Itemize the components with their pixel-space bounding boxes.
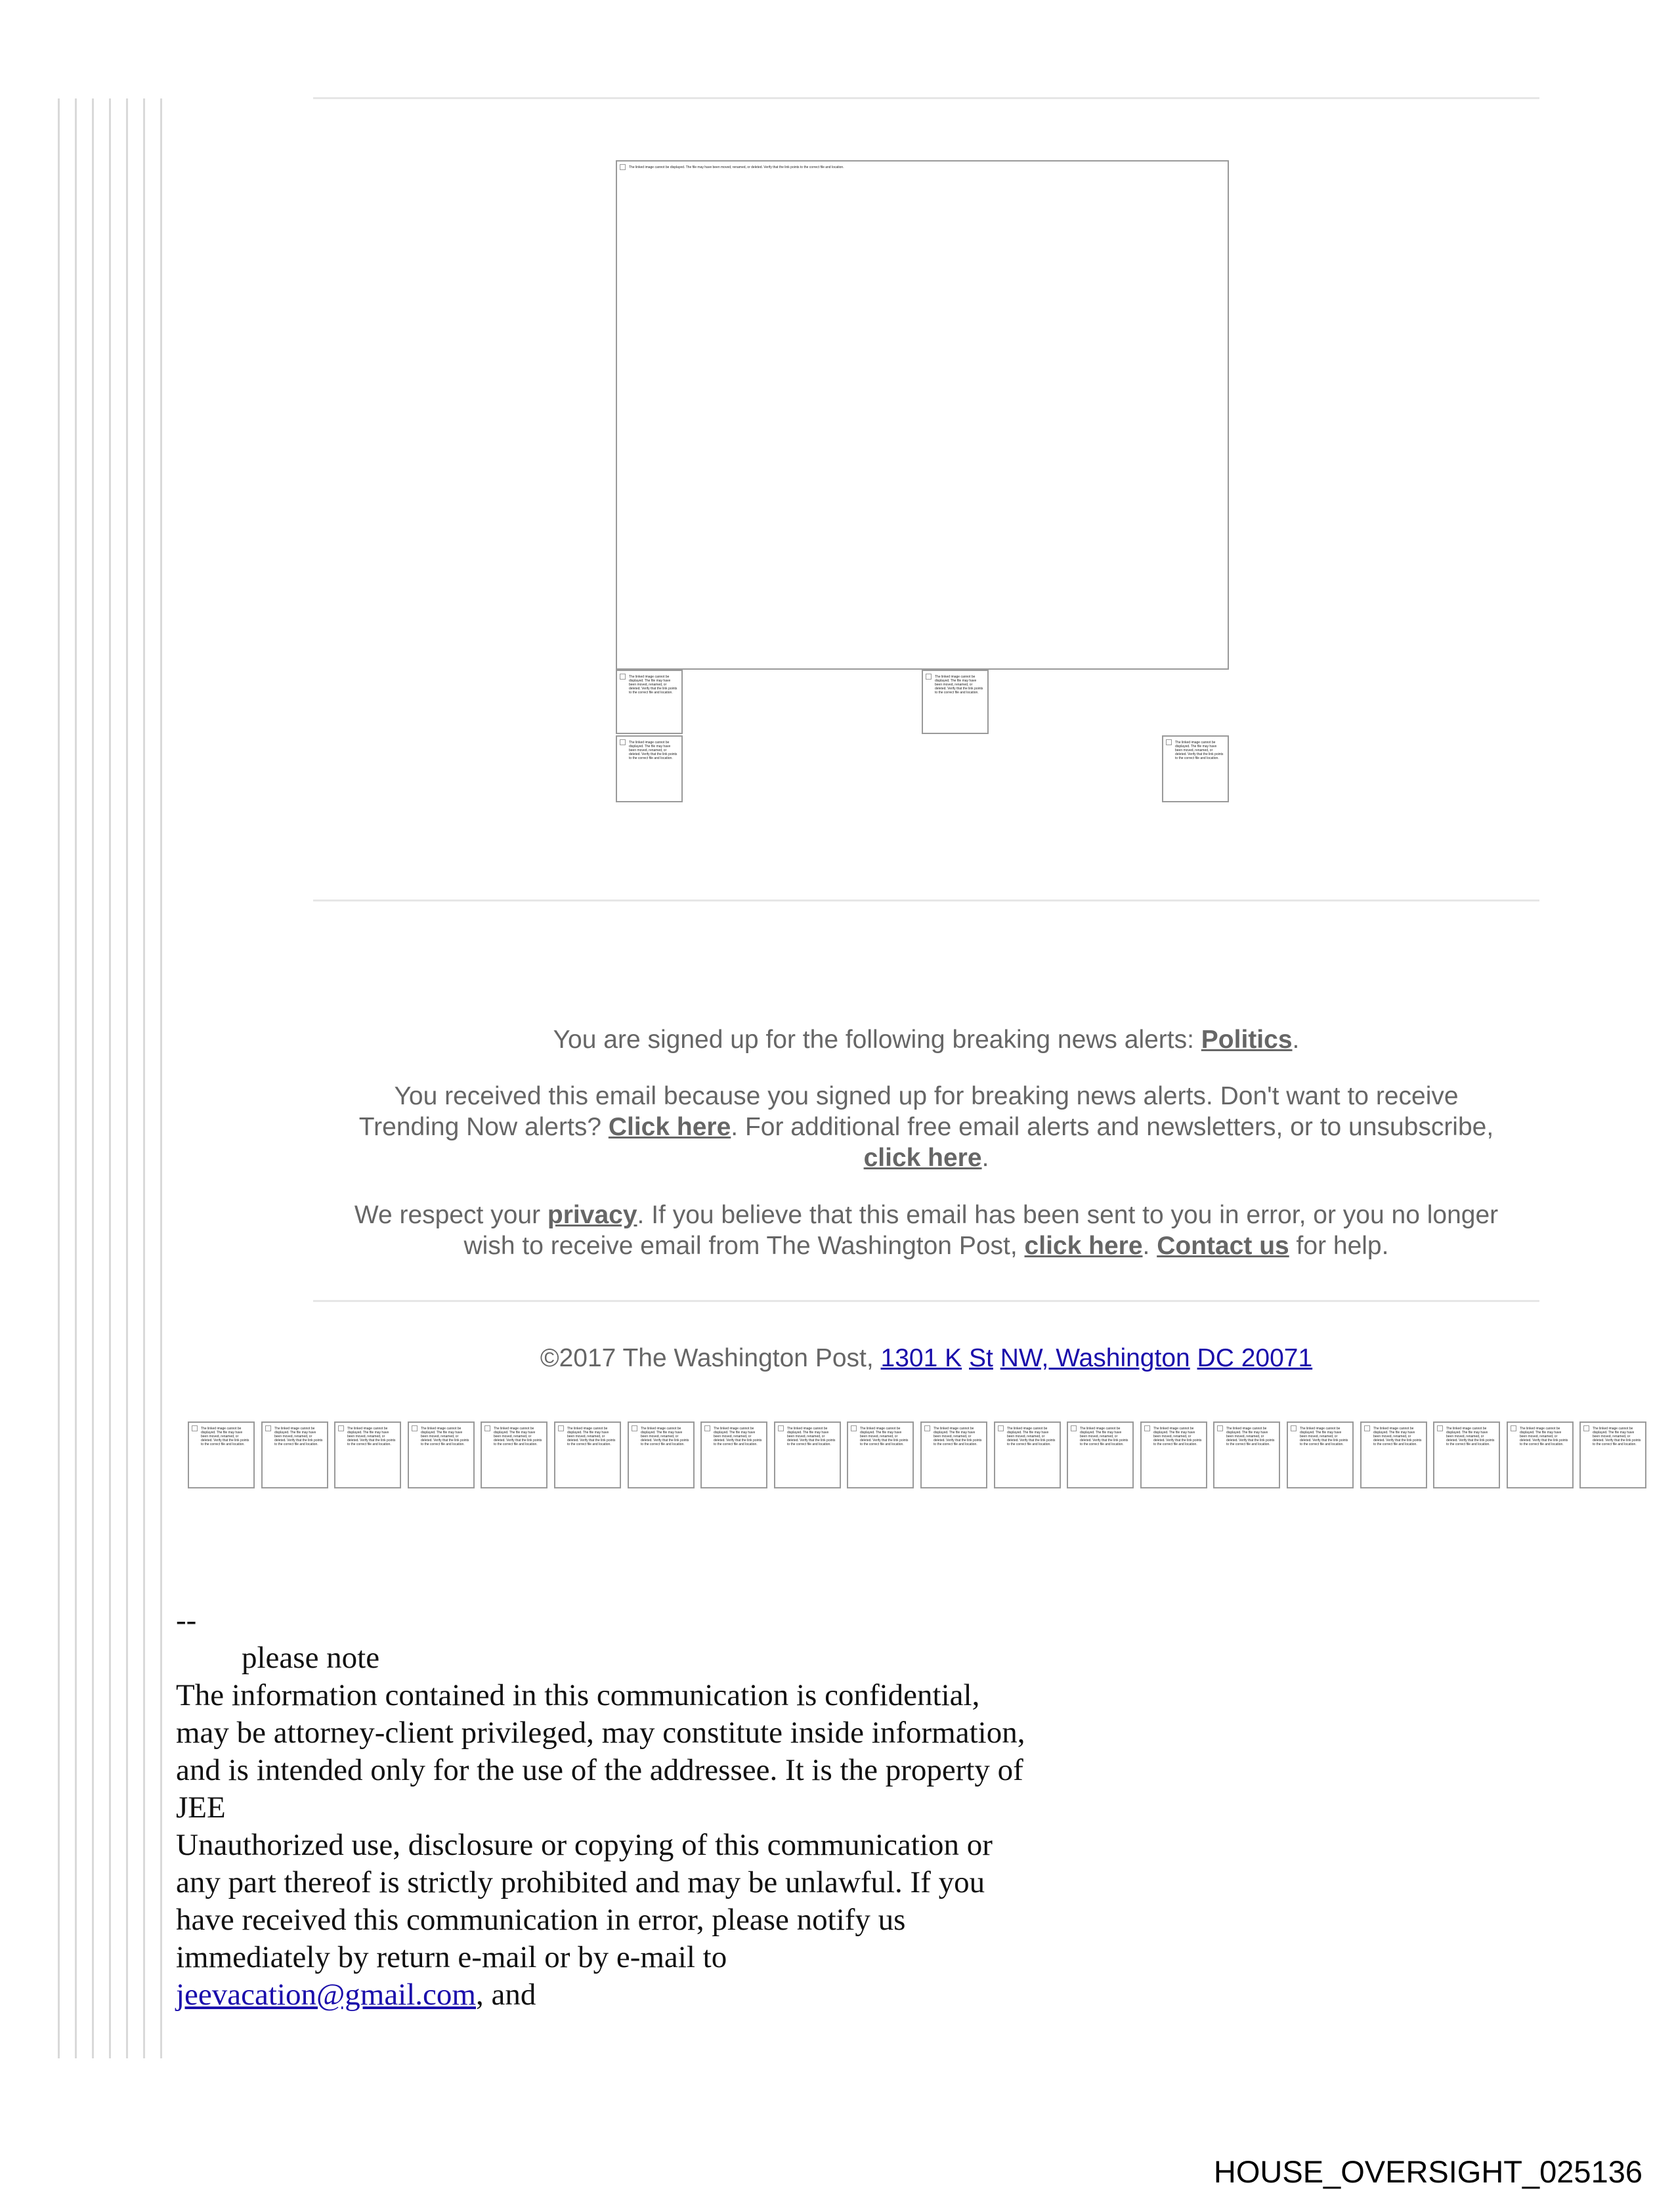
email-link[interactable]: jeevacation@gmail.com xyxy=(176,1978,476,2012)
broken-image-icon xyxy=(924,1425,930,1431)
broken-image-small[interactable] xyxy=(1162,735,1229,802)
disclaimer-owner: JEE xyxy=(176,1790,226,1825)
copyright-line xyxy=(313,1343,1539,1374)
broken-image-main[interactable] xyxy=(616,160,1229,670)
divider-lower xyxy=(313,1300,1539,1302)
tracking-pixel-image xyxy=(994,1421,1061,1488)
tracking-pixel-image xyxy=(408,1421,475,1488)
received-paragraph xyxy=(341,1081,1511,1173)
tracking-pixel-image xyxy=(1579,1421,1646,1488)
broken-image-text: The linked image cannot be displayed. The file may have been moved, renamed, or deleted. Verify that the link points to the correct file and location. xyxy=(1175,741,1224,760)
alerts-prefix: You are signed up for the following breaking news alerts: xyxy=(553,1026,1201,1054)
address-link-2[interactable]: St xyxy=(969,1344,993,1372)
broken-image-small[interactable] xyxy=(922,670,989,734)
address-link-1[interactable]: 1301 K xyxy=(880,1344,962,1372)
copyright-text: ©2017 The Washington Post, xyxy=(540,1344,881,1372)
broken-image-text: The linked image cannot be displayed. The file may have been moved, renamed, or deleted. Verify that the link points to the correct file and location. xyxy=(629,165,844,169)
disclaimer-block xyxy=(176,1602,1029,2014)
broken-image-icon xyxy=(1364,1425,1370,1431)
received-text: You received this email because you signed up for breaking news alerts. Don't want to receive Trending Now alerts? xyxy=(358,1082,1459,1141)
received-text: . xyxy=(981,1144,989,1172)
broken-image-icon xyxy=(265,1425,271,1431)
tracking-pixel-image xyxy=(1287,1421,1354,1488)
broken-image-text: The linked image cannot be displayed. The file may have been moved, renamed, or deleted. Verify that the link points to the correct file and location. xyxy=(1373,1427,1422,1446)
tracking-pixel-image xyxy=(774,1421,841,1488)
please-note: please note xyxy=(242,1641,380,1675)
broken-image-icon xyxy=(704,1425,710,1431)
broken-image-text: The linked image cannot be displayed. The file may have been moved, renamed, or deleted. Verify that the link points to the correct file and location. xyxy=(1446,1427,1495,1446)
broken-image-small[interactable] xyxy=(616,735,683,802)
broken-image-small[interactable] xyxy=(616,670,683,734)
address-link-4[interactable]: DC 20071 xyxy=(1197,1344,1313,1372)
privacy-paragraph xyxy=(341,1200,1511,1261)
broken-image-text: The linked image cannot be displayed. The file may have been moved, renamed, or deleted. Verify that the link points to the correct file and location. xyxy=(421,1427,469,1446)
privacy-text: . If you believe that this email has been sent to you in error, or you no longer wish to receive email from The Washington Post, xyxy=(463,1201,1499,1260)
tracking-pixel-image xyxy=(700,1421,767,1488)
broken-image-icon xyxy=(1437,1425,1443,1431)
broken-image-text: The linked image cannot be displayed. The file may have been moved, renamed, or deleted. Verify that the link points to the correct file and location. xyxy=(787,1427,836,1446)
broken-image-text: The linked image cannot be displayed. The file may have been moved, renamed, or deleted. Verify that the link points to the correct file and location. xyxy=(860,1427,909,1446)
broken-image-text: The linked image cannot be displayed. The file may have been moved, renamed, or deleted. Verify that the link points to the correct file and location. xyxy=(934,1427,982,1446)
broken-image-icon xyxy=(778,1425,784,1431)
trending-click-here-link[interactable]: Click here xyxy=(608,1113,731,1141)
privacy-text: . xyxy=(1142,1232,1157,1260)
quote-line xyxy=(58,98,60,2058)
disclaimer-body-2 xyxy=(176,1827,1029,2014)
broken-image-icon xyxy=(558,1425,564,1431)
broken-image-icon xyxy=(1071,1425,1077,1431)
tracking-pixel-image xyxy=(188,1421,255,1488)
tracking-pixel-image xyxy=(334,1421,401,1488)
alerts-line xyxy=(313,1024,1539,1055)
received-text: . For additional free email alerts and newsletters, or to unsubscribe, xyxy=(731,1113,1494,1141)
broken-image-text: The linked image cannot be displayed. The file may have been moved, renamed, or deleted. Verify that the link points to the correct file and location. xyxy=(1007,1427,1056,1446)
broken-image-text: The linked image cannot be displayed. The file may have been moved, renamed, or deleted. Verify that the link points to the correct file and location. xyxy=(1226,1427,1275,1446)
broken-image-text: The linked image cannot be displayed. The file may have been moved, renamed, or deleted. Verify that the link points to the correct file and location. xyxy=(274,1427,323,1446)
broken-image-text: The linked image cannot be displayed. The file may have been moved, renamed, or deleted. Verify that the link points to the correct file and location. xyxy=(347,1427,396,1446)
divider-top xyxy=(313,97,1539,99)
broken-image-icon xyxy=(484,1425,490,1431)
tracking-pixel-image xyxy=(1067,1421,1134,1488)
broken-image-icon xyxy=(620,674,626,680)
tracking-pixel-image xyxy=(1213,1421,1280,1488)
quote-line xyxy=(92,98,94,2058)
quote-line xyxy=(143,98,145,2058)
broken-image-icon xyxy=(1511,1425,1516,1431)
error-click-here-link[interactable]: click here xyxy=(1024,1232,1143,1260)
tracking-pixel-image xyxy=(1140,1421,1207,1488)
broken-image-text: The linked image cannot be displayed. The file may have been moved, renamed, or deleted. Verify that the link points to the correct file and location. xyxy=(714,1427,762,1446)
bates-number: HOUSE_OVERSIGHT_025136 xyxy=(1213,2154,1642,2189)
broken-image-icon xyxy=(632,1425,637,1431)
divider-middle xyxy=(313,900,1539,901)
broken-image-icon xyxy=(998,1425,1004,1431)
broken-image-icon xyxy=(338,1425,344,1431)
broken-image-text: The linked image cannot be displayed. The file may have been moved, renamed, or deleted. Verify that the link points to the correct file and location. xyxy=(1153,1427,1202,1446)
disclaimer-body-1: The information contained in this communication is confidential, may be attorney-client privileged, may constitute inside information, and is intended only for the use of the addressee. It is the property of xyxy=(176,1678,1025,1787)
tracking-pixel-image xyxy=(628,1421,695,1488)
contact-us-link[interactable]: Contact us xyxy=(1157,1232,1289,1260)
privacy-text: for help. xyxy=(1289,1232,1389,1260)
broken-image-icon xyxy=(926,674,932,680)
broken-image-icon xyxy=(1166,739,1172,745)
broken-image-text: The linked image cannot be displayed. The file may have been moved, renamed, or deleted. Verify that the link points to the correct file and location. xyxy=(494,1427,542,1446)
quote-line xyxy=(75,98,77,2058)
tracking-pixel-image xyxy=(1433,1421,1500,1488)
broken-image-text: The linked image cannot be displayed. The file may have been moved, renamed, or deleted. Verify that the link points to the correct file and location. xyxy=(935,675,983,695)
broken-image-icon xyxy=(851,1425,857,1431)
tracking-pixel-image xyxy=(1507,1421,1574,1488)
politics-link[interactable]: Politics xyxy=(1201,1026,1293,1054)
disclaimer-tail: , and xyxy=(475,1978,536,2012)
signature-dashes: -- xyxy=(176,1603,197,1637)
broken-image-icon xyxy=(620,164,626,170)
broken-image-icon xyxy=(192,1425,198,1431)
disclaimer-body-2-text: Unauthorized use, disclosure or copying of this communication or any part thereof is strictly prohibited and may be unlawful. If you have received this communication in error, please notify us immediately by return e-mail or by e-mail to xyxy=(176,1828,993,1974)
broken-image-text: The linked image cannot be displayed. The file may have been moved, renamed, or deleted. Verify that the link points to the correct file and location. xyxy=(629,675,677,695)
tracking-pixel-image xyxy=(481,1421,547,1488)
broken-image-icon xyxy=(1144,1425,1150,1431)
broken-image-icon xyxy=(620,739,626,745)
broken-image-text: The linked image cannot be displayed. The file may have been moved, renamed, or deleted. Verify that the link points to the correct file and location. xyxy=(201,1427,249,1446)
broken-image-icon xyxy=(1291,1425,1297,1431)
tracking-pixel-image xyxy=(261,1421,328,1488)
address-link-3[interactable]: NW, Washington xyxy=(1000,1344,1190,1372)
quote-line xyxy=(126,98,128,2058)
broken-image-icon xyxy=(1217,1425,1223,1431)
broken-image-text: The linked image cannot be displayed. The file may have been moved, renamed, or deleted. Verify that the link points to the correct file and location. xyxy=(567,1427,616,1446)
broken-image-icon xyxy=(1583,1425,1589,1431)
broken-image-text: The linked image cannot be displayed. The file may have been moved, renamed, or deleted. Verify that the link points to the correct file and location. xyxy=(641,1427,689,1446)
alerts-suffix: . xyxy=(1292,1026,1300,1054)
tracking-pixel-image xyxy=(1360,1421,1427,1488)
quote-line xyxy=(109,98,111,2058)
broken-image-text: The linked image cannot be displayed. The file may have been moved, renamed, or deleted. Verify that the link points to the correct file and location. xyxy=(1300,1427,1348,1446)
tracking-pixel-image xyxy=(847,1421,914,1488)
tracking-pixel-image xyxy=(920,1421,987,1488)
privacy-text: We respect your xyxy=(354,1201,547,1229)
privacy-link[interactable]: privacy xyxy=(547,1201,637,1229)
broken-image-text: The linked image cannot be displayed. The file may have been moved, renamed, or deleted. Verify that the link points to the correct file and location. xyxy=(1593,1427,1641,1446)
broken-image-text: The linked image cannot be displayed. The file may have been moved, renamed, or deleted. Verify that the link points to the correct file and location. xyxy=(1520,1427,1568,1446)
broken-image-text: The linked image cannot be displayed. The file may have been moved, renamed, or deleted. Verify that the link points to the correct file and location. xyxy=(629,741,677,760)
broken-image-icon xyxy=(412,1425,418,1431)
unsubscribe-click-here-link[interactable]: click here xyxy=(863,1144,982,1172)
broken-image-text: The linked image cannot be displayed. The file may have been moved, renamed, or deleted. Verify that the link points to the correct file and location. xyxy=(1080,1427,1128,1446)
tracking-pixel-image xyxy=(554,1421,621,1488)
quote-line xyxy=(160,98,162,2058)
